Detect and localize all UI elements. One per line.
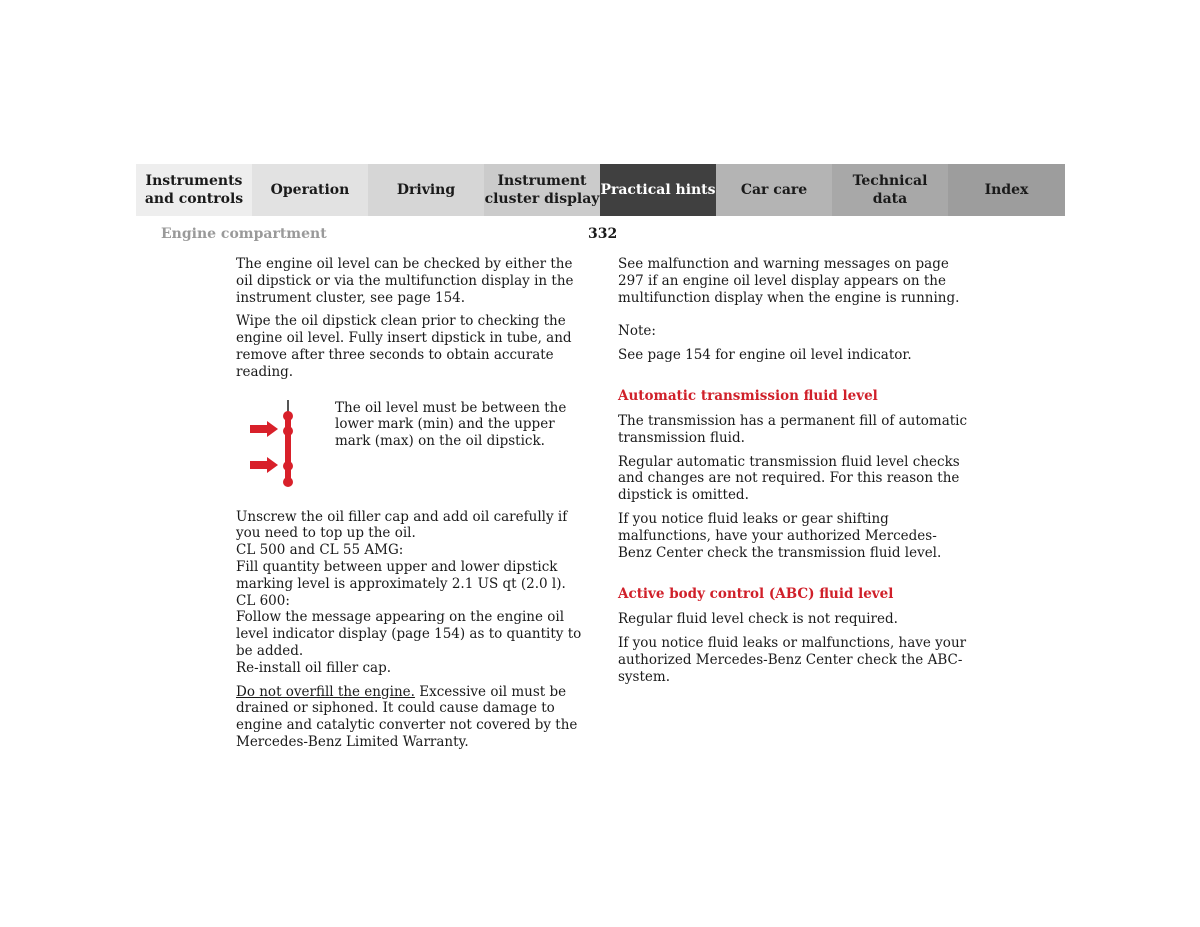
paragraph: The transmission has a permanent fill of automatic transmission fluid.	[618, 412, 968, 446]
paragraph: Regular automatic transmission fluid level checks and changes are not required. For this reason the dipstick is omitted.	[618, 453, 960, 504]
paragraph: Regular fluid level check is not required.	[618, 611, 898, 628]
paragraph: Wipe the oil dipstick clean prior to checking the engine oil level. Fully insert dipstick in tube, and remove after three seconds to obtain accurate reading.	[236, 313, 572, 380]
paragraph-warning	[236, 684, 586, 751]
paragraph: See malfunction and warning messages on page 297 if an engine oil level display appears on the multifunction display when the engine is running.	[618, 256, 960, 306]
tab-index[interactable]: Index	[948, 164, 1065, 216]
paragraph: Re-install oil filler cap.	[236, 659, 392, 676]
paragraph: Follow the message appearing on the engine oil level indicator display (page 154) as to quantity to be added.	[236, 609, 582, 659]
dipstick-figure	[236, 400, 586, 490]
paragraph: If you notice fluid leaks or malfunctions, have your authorized Mercedes-Benz Center check the ABC-system.	[618, 635, 967, 685]
page-number: 332	[588, 226, 618, 242]
paragraph: Fill quantity between upper and lower dipstick marking level is approximately 2.1 US qt (2.0 l).	[236, 558, 566, 592]
warning-underlined: Do not overfill the engine.	[236, 683, 415, 700]
heading-abc-fluid: Active body control (ABC) fluid level	[618, 586, 894, 603]
arrow-right-icon	[250, 457, 278, 473]
arrow-right-icon	[250, 421, 278, 437]
note-text: See page 154 for engine oil level indicator.	[618, 347, 912, 364]
section-title: Engine compartment	[161, 226, 327, 242]
tab-operation[interactable]: Operation	[252, 164, 368, 216]
warning-text: Excessive oil must be drained or siphoned. It could cause damage to engine and catalytic converter not covered by the Mercedes-Benz Limited Warranty.	[236, 683, 578, 750]
paragraph: The engine oil level can be checked by either the oil dipstick or via the multifunction display in the instrument cluster, see page 154.	[236, 256, 574, 306]
paragraph: CL 600:	[236, 592, 290, 609]
tab-instruments-and-controls[interactable]: Instruments and controls	[136, 164, 252, 216]
figure-caption: The oil level must be between the lower mark (min) and the upper mark (max) on the oil dipstick.	[335, 399, 567, 450]
top-nav-tabs	[136, 164, 1065, 216]
paragraph: If you notice fluid leaks or gear shifting malfunctions, have your authorized Mercedes-Benz Center check the transmission fluid level.	[618, 510, 942, 561]
right-column	[618, 256, 968, 693]
dipstick-illustration	[236, 400, 335, 490]
heading-transmission-fluid: Automatic transmission fluid level	[618, 387, 878, 404]
note-label: Note:	[618, 323, 656, 340]
tab-technical-data[interactable]: Technical data	[832, 164, 948, 216]
tab-car-care[interactable]: Car care	[716, 164, 832, 216]
tab-driving[interactable]: Driving	[368, 164, 484, 216]
tab-instrument-cluster-display[interactable]: Instrument cluster display	[484, 164, 600, 216]
tab-practical-hints[interactable]: Practical hints	[600, 164, 716, 216]
paragraph: Unscrew the oil filler cap and add oil carefully if you need to top up the oil.	[236, 508, 568, 542]
left-column	[236, 256, 586, 758]
paragraph: CL 500 and CL 55 AMG:	[236, 542, 404, 559]
